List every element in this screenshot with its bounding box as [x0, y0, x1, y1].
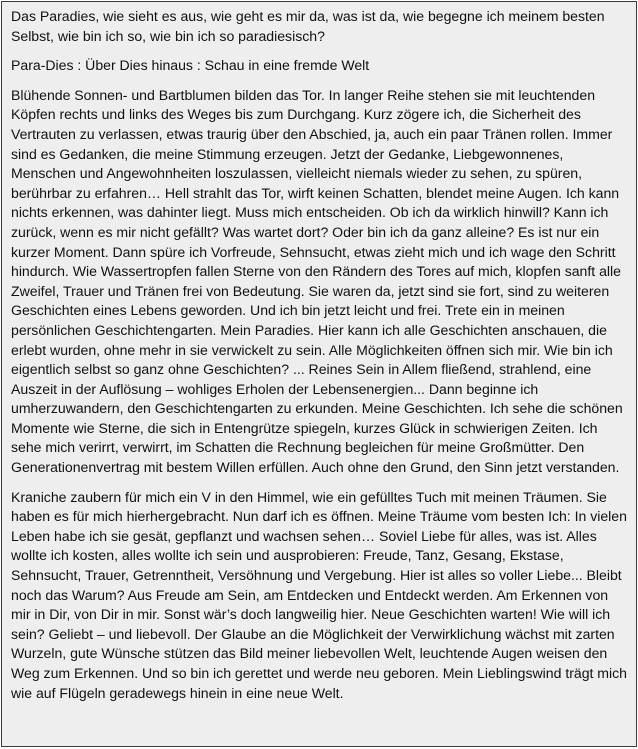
- document-page: [1, 1, 637, 747]
- subtitle-line: Para-Dies : Über Dies hinaus : Schau in eine fremde Welt: [11, 57, 370, 74]
- intro-paragraph: Das Paradies, wie sieht es aus, wie geht es mir da, was ist da, wie begegne ich meinem besten Selbst, wie bin ich so, wie bin ich so paradiesisch?: [11, 8, 605, 44]
- body-paragraph-1: Blühende Sonnen- und Bartblumen bilden das Tor. In langer Reihe stehen sie mit leuchtenden Köpfen rechts und links des Weges bis zum Durchgang. Kurz zögere ich, die Sicherheit des Vertrauten zu verlassen, etwas traurig über den Abschied, ja, auch ein paar Tränen rollen. Immer sind es Gedanken, die meine Stimmung erzeugen. Jetzt der Gedanke, Liebgewonnenes, Menschen und Angewohnheiten loszulassen, vielleicht niemals wieder zu sehen, zu spüren, berührbar zu erfahren… Hell strahlt das Tor, wirft keinen Schatten, blendet meine Augen. Ich kann nichts erkennen, was dahinter liegt. Muss mich entscheiden. Ob ich da wirklich hinwill? Kann ich zurück, wenn es mir nicht gefällt? Was wartet dort? Oder bin ich da ganz alleine? Es ist nur ein kurzer Moment. Dann spüre ich Vorfreude, Sehnsucht, etwas zieht mich und ich wage den Schritt hindurch. Wie Wassertropfen fallen Sterne von den Rändern des Tores auf mich, klopfen sanft alle Zweifel, Trauer und Tränen frei von Bedeutung. Sie waren da, jetzt sind sie fort, sind zu weiteren Geschichten eines Lebens geworden. Und ich bin jetzt leicht und frei. Trete ein in meinen persönlichen Geschichtengarten. Mein Paradies. Hier kann ich alle Geschichten anschauen, die erlebt wurden, ohne mehr in sie verwickelt zu sein. Alle Möglichkeiten öffnen sich mir. Wie bin ich eigentlich selbst so ganz ohne Geschichten? ... Reines Sein in Allem fließend, strahlend, eine Auszeit in der Auflösung – wohliges Erholen der Lebensenergien... Dann beginne ich umherzuwandern, den Geschichtengarten zu erkunden. Meine Geschichten. Ich sehe die schönen Momente wie Sterne, die sich in Entengrütze spiegeln, kurzes Glück in schwierigen Zeiten. Ich sehe mich verirrt, verwirrt, im Schatten die Rechnung begleichen für meine Großmütter. Den Generationenvertrag mit bestem Willen erfüllen. Auch ohne den Grund, den Sinn jetzt verstanden.: [11, 86, 623, 476]
- body-paragraph-2: Kraniche zaubern für mich ein V in den Himmel, wie ein gefülltes Tuch mit meinen Träumen. Sie haben es für mich hierhergebracht. Nun darf ich es öffnen. Meine Träume vom besten Ich: In vielen Leben habe ich sie gesät, gepflanzt und wachsen sehen… Soviel Liebe für alles, was ist. Alles wollte ich kosten, alles wollte ich sein und ausprobieren: Freude, Tanz, Gesang, Ekstase, Sehnsucht, Trauer, Getrenntheit, Versöhnung und Vergebung. Hier ist alles so voller Liebe... Bleibt noch das Warum? Aus Freude am Sein, am Entdecken und Entdeckt werden. Am Erkennen von mir in Dir, von Dir in mir. Sonst wär’s doch langweilig hier. Neue Geschichten warten! Wie will ich sein? Geliebt – und liebevoll. Der Glaube an die Möglichkeit der Verwirklichung wächst mit zarten Wurzeln, gute Wünsche stützen das Bild meiner liebevollen Welt, leuchtende Augen weisen den Weg zum Erkennen. Und so bin ich gerettet und werde neu geboren. Mein Lieblingswind trägt mich wie auf Flügeln geradewegs hinein in eine neue Welt.: [11, 488, 627, 701]
